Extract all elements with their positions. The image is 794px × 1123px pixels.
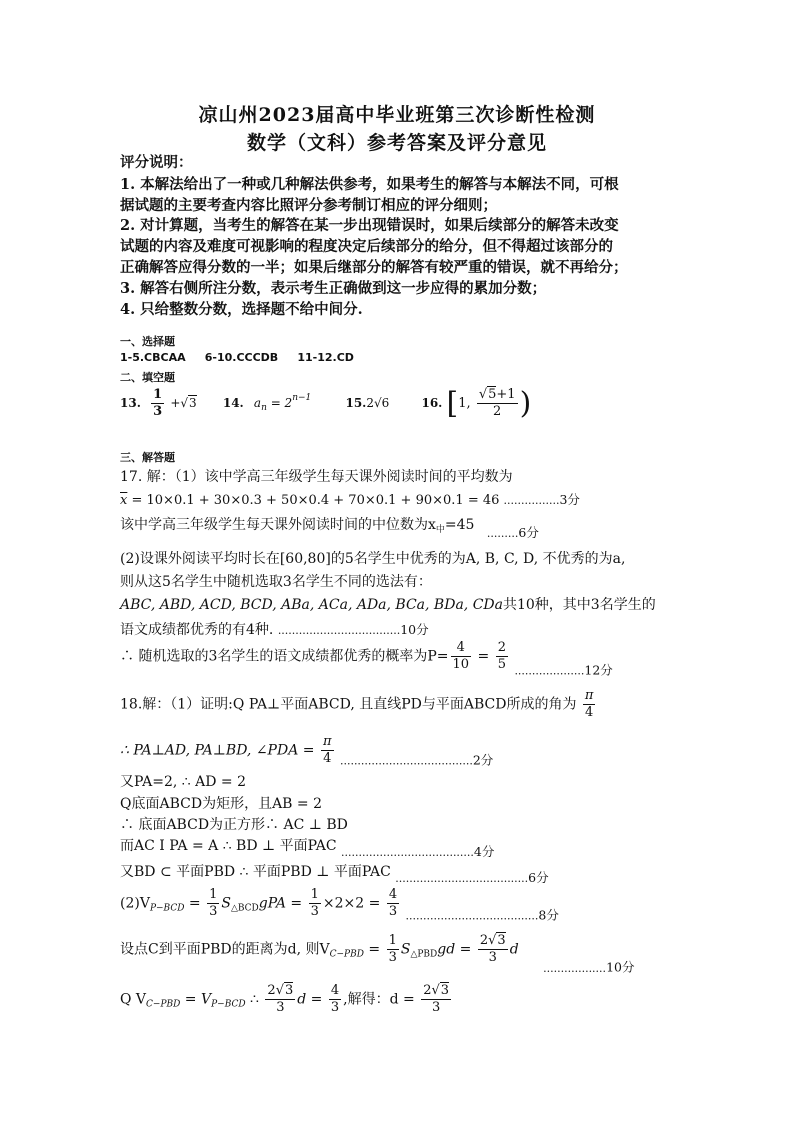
scoring-note-line: 4. 只给整数分数，选择题不给中间分. [120,301,363,318]
q18-line8: (2)V [120,895,150,912]
mean-symbol: $\overline{x}$ [120,493,128,508]
q17-points-12: 12分 [584,662,613,678]
document-subtitle: 数学（文科）参考答案及评分意见 [246,132,547,154]
q18-line6-row [120,835,494,860]
q17-probability-text: ∴ 随机选取的3名学生的语文成绩都优秀的概率为P= [120,648,449,665]
q18-line10: Q V [120,991,147,1008]
q16-number: 16. [421,396,443,410]
q13-fraction: $\frac{1}{3}$ [153,387,163,419]
one-third: $\frac{1}{3}$ [310,887,319,919]
q17-median-row [120,514,539,541]
dot-leader: ...................................... [339,754,473,768]
scoring-note-line: 据试题的主要考查内容比照评分参考制订相应的评分细则； [120,197,497,214]
q15-answer: 2√6 [366,396,390,410]
q13-number: 13. [120,396,141,410]
scoring-note-line: 2. 对计算题，当考生的解答在某一步出现错误时，如果后续部分的解答未改变 [120,217,619,234]
q18-line9: 设点C到平面PBD的距离为d, 则V [120,941,330,958]
q17-probability-row: ∴ 随机选取的3名学生的语文成绩都优秀的概率为P= $\frac{4}{10}$ = $\frac{2}{5}$ $_{....................}$12分 [120,640,613,678]
q18-line1-row [120,688,597,721]
q18-line2: ∴ PA⊥AD, PA⊥BD, ∠PDA = [120,742,315,759]
median-subscript: 中 [435,525,445,535]
one-third: $\frac{1}{3}$ [209,887,218,919]
q18-line4: Q底面ABCD为矩形，且AB = 2 [120,796,323,812]
two-root3-over-3: $\frac{2√3}{3}$ [479,933,506,965]
choice-answers: 1-5.CBCAA 6-10.CCCDB 11-12.CD [120,351,354,364]
q17-part2-line4-row [120,619,429,639]
q17-mean-expression: = 10×0.1 + 30×0.3 + 50×0.4 + 70×0.1 + 90×0.1 = 46 [131,493,500,508]
pi-over-4: $\frac{\pi}{4}$ [584,688,594,720]
dot-leader: .................... [514,664,585,678]
prob-fraction-2-5: $\frac{2}{5}$ [497,640,506,672]
q18-points-10: 10分 [606,959,635,975]
prob-fraction-4-10: $\frac{4}{10}$ [452,640,470,672]
q17-combos-row [120,594,656,614]
q18-solve-text: ,解得：d = [343,991,415,1008]
scoring-note-line: 1. 本解法给出了一种或几种解法供参考，如果考生的解答与本解法不同，可根 [120,176,619,193]
q18-line5: ∴ 底面ABCD为正方形∴ AC ⊥ BD [120,817,348,833]
q14-number: 14. [222,396,244,410]
q18-line9-row: 设点C到平面PBD的距离为d, 则$V_{C-PBD}$ = $\frac{1}{3}$ $S_{\triangle PBD}gd$ = $\frac{2√3}{3}$ d $_{..................}$10分 [120,933,635,975]
q18-points-4: 4分 [473,844,495,859]
q17-combinations: ABC, ABD, ACD, BCD, ABa, ACa, ADa, BCa, BDa, CDa [120,597,503,613]
dot-leader: ...................................... [395,872,529,885]
q18-line2-row [120,734,493,769]
scoring-note-line: 3. 解答右侧所注分数，表示考生正确做到这一步应得的累加分数； [120,280,547,297]
q17-part2-line2: 则从这5名学生中随机选取3名学生不同的选法有： [120,574,432,590]
q17-combos-tail: 共10种，其中3名学生的 [502,597,656,613]
q17-part2-line1: (2)设课外阅读平均时长在[60,80]的5名学生中优秀的为A, B, C, D, 不优秀的为a, [120,551,626,567]
q17-points-3: 3分 [559,492,580,507]
q18-points-6: 6分 [528,870,549,885]
section-heading-solve: 三、解答题 [120,451,175,464]
dot-leader: ...................................... [405,909,539,923]
q18-points-2: 2分 [472,752,494,768]
q17-intro: 17. 解：（1）该中学高三年级学生每天课外阅读时间的平均数为 [120,469,513,485]
section-heading-choice: 一、选择题 [120,335,175,348]
q18-line3: 又PA=2, ∴ AD = 2 [120,774,247,790]
dot-leader: ................ [503,494,560,507]
fill-answers-row [120,386,531,421]
q18-line1: 18.解：（1）证明:Q PA⊥平面ABCD, 且直线PD与平面ABCD所成的角为 [120,696,577,713]
q14-answer: $a_n = 2^{n-1}$ [253,393,312,413]
q18-line8-row: $(2)V_{P-BCD}$ = $\frac{1}{3}$ $S_{\triangle BCD}gPA$ = $\frac{1}{3}$ ×2×2 = $\frac{4}{3}$ $_{......................................}$8分 [120,887,559,923]
section-heading-fill: 二、填空题 [120,371,175,384]
q16-answer: [1, $\frac{√5+1}{2}$ ) [446,386,532,421]
q17-points-10: 10分 [400,622,429,637]
q18-line10-row: Q $V_{C-PBD} = V_{P-BCD}$ ∴ $\frac{2√3}{3}$ d = $\frac{4}{3}$ ,解得：d = $\frac{2√3}{3}$ [120,983,450,1015]
q17-mean-row [120,490,580,508]
dot-leader: ................................... [277,624,401,637]
q18-line7-row [120,861,549,886]
dot-leader: ......... [486,527,519,540]
four-thirds: $\frac{4}{3}$ [330,983,340,1015]
scoring-notes-heading: 评分说明： [120,154,193,171]
q17-median-value: =45 [444,517,475,533]
pi-over-4: $\frac{\pi}{4}$ [322,734,332,766]
q18-line7: 又BD ⊂ 平面PBD ∴ 平面PBD ⊥ 平面PAC [120,864,391,880]
two-root3-over-3: $\frac{2√3}{3}$ [267,983,294,1015]
q17-points-6: 6分 [518,525,539,540]
q18-points-8: 8分 [538,907,559,923]
dot-leader: .................. [543,961,607,975]
dot-leader: ...................................... [341,846,474,859]
four-thirds: $\frac{4}{3}$ [388,887,398,919]
q13-answer-tail: +√3 [170,396,197,410]
two-root3-over-3: $\frac{2√3}{3}$ [423,983,450,1015]
one-third: $\frac{1}{3}$ [388,933,397,965]
q17-median-text: 该中学高三年级学生每天课外阅读时间的中位数为x [120,517,436,533]
scoring-note-line: 正确解答应得分数的一半；如果后继部分的解答有较严重的错误，就不再给分； [120,259,628,276]
q18-line6: 而AC I PA = A ∴ BD ⊥ 平面PAC [120,838,337,854]
q17-part2-line4: 语文成绩都优秀的有4种. [120,622,274,638]
scoring-note-line: 试题的内容及难度可视影响的程度决定后续部分的给分，但不得超过该部分的 [120,238,613,255]
q15-number: 15. [345,396,367,410]
document-title: 凉山州2023届高中毕业班第三次诊断性检测 [198,104,596,126]
